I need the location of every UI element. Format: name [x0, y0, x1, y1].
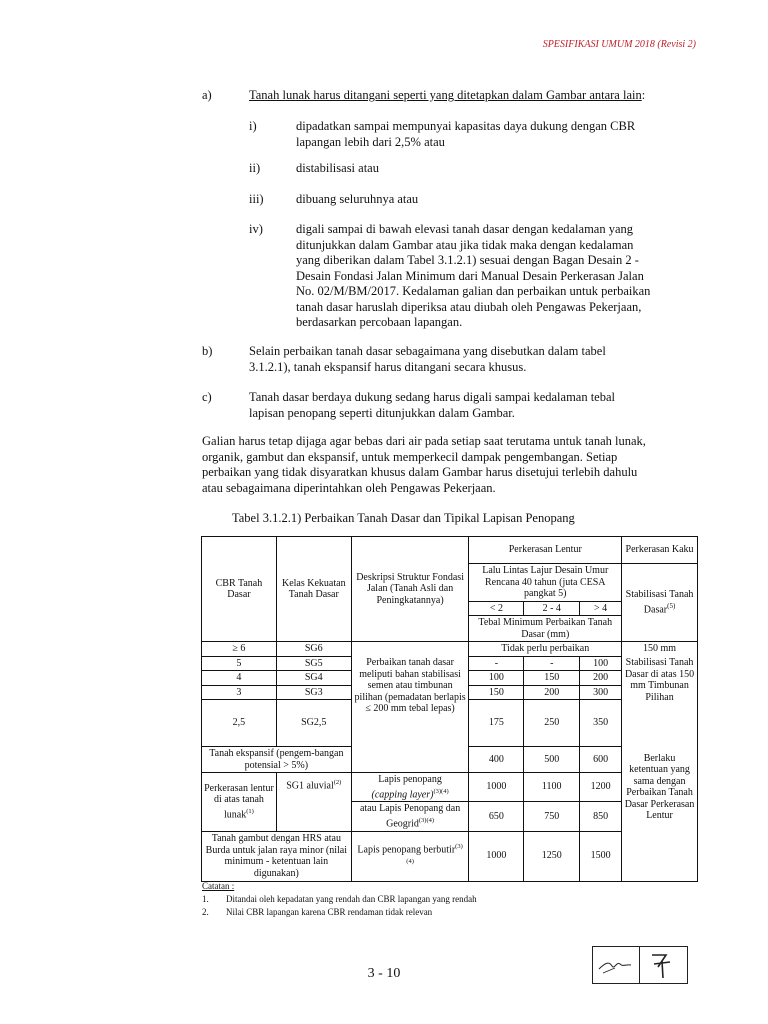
- header-kelas: Kelas Kekuatan Tanah Dasar: [276, 537, 351, 642]
- sub-iv-line: ditunjukkan dalam Gambar atau jika tidak maka dengan kedalaman: [296, 237, 634, 252]
- sub-i-marker: i): [249, 119, 257, 133]
- cell-value: 600: [580, 747, 622, 773]
- item-a-marker: a): [202, 88, 212, 102]
- cell-value: 400: [469, 747, 524, 773]
- cell-sg1-text: SG1 aluvial: [286, 780, 334, 792]
- sub-ii-marker: ii): [249, 161, 261, 175]
- note-text: Nilai CBR lapangan karena CBR rendaman tidak relevan: [226, 907, 433, 917]
- table-row: [202, 656, 698, 671]
- subgrade-table: [201, 536, 698, 882]
- cell-value: 150: [524, 671, 580, 686]
- cell-lapis-berbutir-text: Lapis penopang berbutir: [357, 844, 456, 856]
- cell-tanah-lunak: [202, 773, 277, 832]
- cell-desk-empty: [351, 642, 469, 657]
- cell-geogrid-text: atau Lapis Penopang dan Geogrid: [359, 803, 461, 830]
- cell-value: -: [469, 656, 524, 671]
- header-perkerasan-lentur: Perkerasan Lentur: [469, 537, 622, 564]
- item-c-line: lapisan penopang seperti ditunjukkan dalam Gambar.: [249, 405, 515, 420]
- cell-value: 100: [580, 656, 622, 671]
- item-a-text: [249, 88, 645, 104]
- cell-value: 200: [524, 685, 580, 700]
- cell-lapis-penopang-text: Lapis penopang: [378, 774, 442, 785]
- cell-cbr: 4: [202, 671, 277, 686]
- cell-value: 1200: [580, 773, 622, 802]
- cell-cbr: 2,5: [202, 700, 277, 747]
- cell-kelas: SG6: [276, 642, 351, 657]
- header-stabilisasi-sup: (5): [667, 601, 676, 610]
- item-c-text: [249, 390, 696, 421]
- sub-i-text: [296, 119, 696, 150]
- cell-value: 750: [524, 802, 580, 831]
- cell-lapis-berbutir: [351, 831, 469, 881]
- cell-kaku-150: 150 mm: [622, 642, 698, 657]
- item-b-text: [249, 344, 696, 375]
- cell-sg1: [276, 773, 351, 832]
- cell-value: 1250: [524, 831, 580, 881]
- header-stabilisasi: [622, 564, 698, 642]
- cell-cbr: 3: [202, 685, 277, 700]
- item-c-marker: c): [202, 390, 212, 404]
- sub-iv-marker: iv): [249, 222, 263, 236]
- cell-sg1-sup: (2): [333, 779, 342, 786]
- cell-value: 850: [580, 802, 622, 831]
- item-b-marker: b): [202, 344, 213, 358]
- sub-iv-line: berdasarkan percobaan lapangan.: [296, 315, 463, 329]
- sub-i-line: lapangan lebih dari 2,5% atau: [296, 134, 445, 149]
- header-col-lt2: < 2: [469, 601, 524, 616]
- sub-iv-text: [296, 222, 696, 331]
- cell-lapis-berbutir-sup: (3)(4): [406, 843, 463, 866]
- cell-value: 1000: [469, 831, 524, 881]
- header-tebal-minimum: Tebal Minimum Perbaikan Tanah Dasar (mm): [469, 616, 622, 642]
- sub-iv-line: No. 02/M/BM/2017. Kedalaman galian dan perbaikan untuk perbaikan: [296, 284, 651, 298]
- cell-lapis-penopang: [351, 773, 469, 802]
- header-cbr: CBR Tanah Dasar: [202, 537, 277, 642]
- item-a-underlined: Tanah lunak harus ditangani seperti yang ditetapkan dalam Gambar antara lain: [249, 88, 642, 102]
- note-item: [202, 906, 477, 919]
- cell-desk-perbaikan: Perbaikan tanah dasar meliputi bahan stabilisasi semen atau timbunan pilihan (pemadatan berlapis ≤ 200 mm tebal lepas): [351, 656, 469, 773]
- cell-geogrid-sup: (3)(4): [418, 816, 435, 824]
- header-col-2-4: 2 - 4: [524, 601, 580, 616]
- item-b-line: Selain perbaikan tanah dasar sebagaimana yang disebutkan dalam tabel: [249, 344, 606, 358]
- cell-cbr: ≥ 6: [202, 642, 277, 657]
- item-b-line: 3.1.2.1), tanah ekspansif harus ditangani secara khusus.: [249, 359, 527, 374]
- cell-value: 250: [524, 700, 580, 747]
- cell-value: 175: [469, 700, 524, 747]
- cell-capping-layer: (capping layer): [371, 788, 434, 800]
- sub-iv-line: yang diberikan dalam Tabel 3.1.2.1) sesuai dengan Bagan Desain 2 -: [296, 253, 639, 267]
- body-paragraph: [202, 434, 696, 496]
- table-row: [202, 642, 698, 657]
- header-perkerasan-kaku: Perkerasan Kaku: [622, 537, 698, 564]
- cell-cbr: 5: [202, 656, 277, 671]
- cell-tanah-lunak-sup: (1): [246, 807, 254, 815]
- paragraph-line: Galian harus tetap dijaga agar bebas dari air pada setiap saat terutama untuk tanah lunak,: [202, 434, 646, 448]
- paragraph-line: perbaikan yang tidak disyaratkan khusus dalam Gambar harus disetujui terlebih dahulu: [202, 465, 638, 479]
- sub-iii-marker: iii): [249, 192, 264, 206]
- note-text: Ditandai oleh kepadatan yang rendah dan CBR lapangan yang rendah: [226, 894, 477, 904]
- cell-kelas: SG3: [276, 685, 351, 700]
- sub-ii-text: distabilisasi atau: [296, 161, 379, 175]
- note-number: 2.: [202, 907, 209, 917]
- cell-kelas: SG2,5: [276, 700, 351, 747]
- cell-lapis-sup: (3)(4): [433, 787, 449, 795]
- cell-kaku-stabilisasi: Stabilisasi Tanah Dasar di atas 150 mm Timbunan Pilihan: [622, 656, 698, 747]
- note-item: [202, 893, 477, 906]
- cell-geogrid: [351, 802, 469, 831]
- cell-value: 100: [469, 671, 524, 686]
- header-lalu-lintas: Lalu Lintas Lajur Desain Umur Rencana 40 tahun (juta CESA pangkat 5): [469, 564, 622, 602]
- paragraph-line: organik, gambut dan ekspansif, untuk memperkecil dampak pengembangan. Setiap: [202, 449, 618, 464]
- sub-iv-line: tanah dasar haruslah diperiksa atau diubah oleh Pengawas Pekerjaan,: [296, 299, 642, 314]
- item-c-line: Tanah dasar berdaya dukung sedang harus digali sampai kedalaman tebal: [249, 390, 616, 404]
- cell-value: 150: [469, 685, 524, 700]
- header-col-gt4: > 4: [580, 601, 622, 616]
- table-caption: Tabel 3.1.2.1) Perbaikan Tanah Dasar dan Tipikal Lapisan Penopang: [232, 511, 575, 525]
- cell-ekspansif: Tanah ekspansif (pengem-bangan potensial > 5%): [202, 747, 352, 773]
- cell-kelas: SG4: [276, 671, 351, 686]
- cell-kaku-berlaku: Berlaku ketentuan yang sama dengan Perbaikan Tanah Dasar Perkerasan Lentur: [622, 747, 698, 882]
- sub-iv-line: digali sampai di bawah elevasi tanah dasar dengan kedalaman yang: [296, 222, 634, 236]
- cell-tidak-perlu: Tidak perlu perbaikan: [469, 642, 622, 657]
- cell-value: 300: [580, 685, 622, 700]
- running-header: SPESIFIKASI UMUM 2018 (Revisi 2): [542, 39, 696, 50]
- header-stabilisasi-text: Stabilisasi Tanah Dasar: [625, 589, 694, 616]
- cell-value: 1500: [580, 831, 622, 881]
- item-a-colon: :: [641, 88, 646, 102]
- notes-title: Catatan :: [202, 881, 235, 891]
- paragraph-line: atau sebagaimana diperintahkan oleh Pengawas Pekerjaan.: [202, 480, 496, 495]
- page-number: 3 - 10: [367, 966, 401, 981]
- cell-kelas: SG5: [276, 656, 351, 671]
- sub-i-line: dipadatkan sampai mempunyai kapasitas daya dukung dengan CBR: [296, 119, 636, 133]
- cell-value: 650: [469, 802, 524, 831]
- header-deskripsi: Deskripsi Struktur Fondasi Jalan (Tanah Asli dan Peningkatannya): [351, 537, 469, 642]
- cell-value: 1100: [524, 773, 580, 802]
- sub-iv-line: Desain Fondasi Jalan Minimum dari Manual Desain Perkerasan Jalan: [296, 268, 644, 283]
- cell-value: 500: [524, 747, 580, 773]
- cell-value: 200: [580, 671, 622, 686]
- cell-value: 350: [580, 700, 622, 747]
- cell-tanah-lunak-text: Perkerasan lentur di atas tanah lunak: [204, 782, 274, 821]
- cell-value: 1000: [469, 773, 524, 802]
- note-number: 1.: [202, 894, 209, 904]
- sub-iii-text: dibuang seluruhnya atau: [296, 192, 419, 206]
- table-notes: [202, 880, 477, 919]
- cell-value: -: [524, 656, 580, 671]
- cell-tanah-gambut: Tanah gambut dengan HRS atau Burda untuk jalan raya minor (nilai minimum - ketentuan lain digunakan): [202, 831, 352, 881]
